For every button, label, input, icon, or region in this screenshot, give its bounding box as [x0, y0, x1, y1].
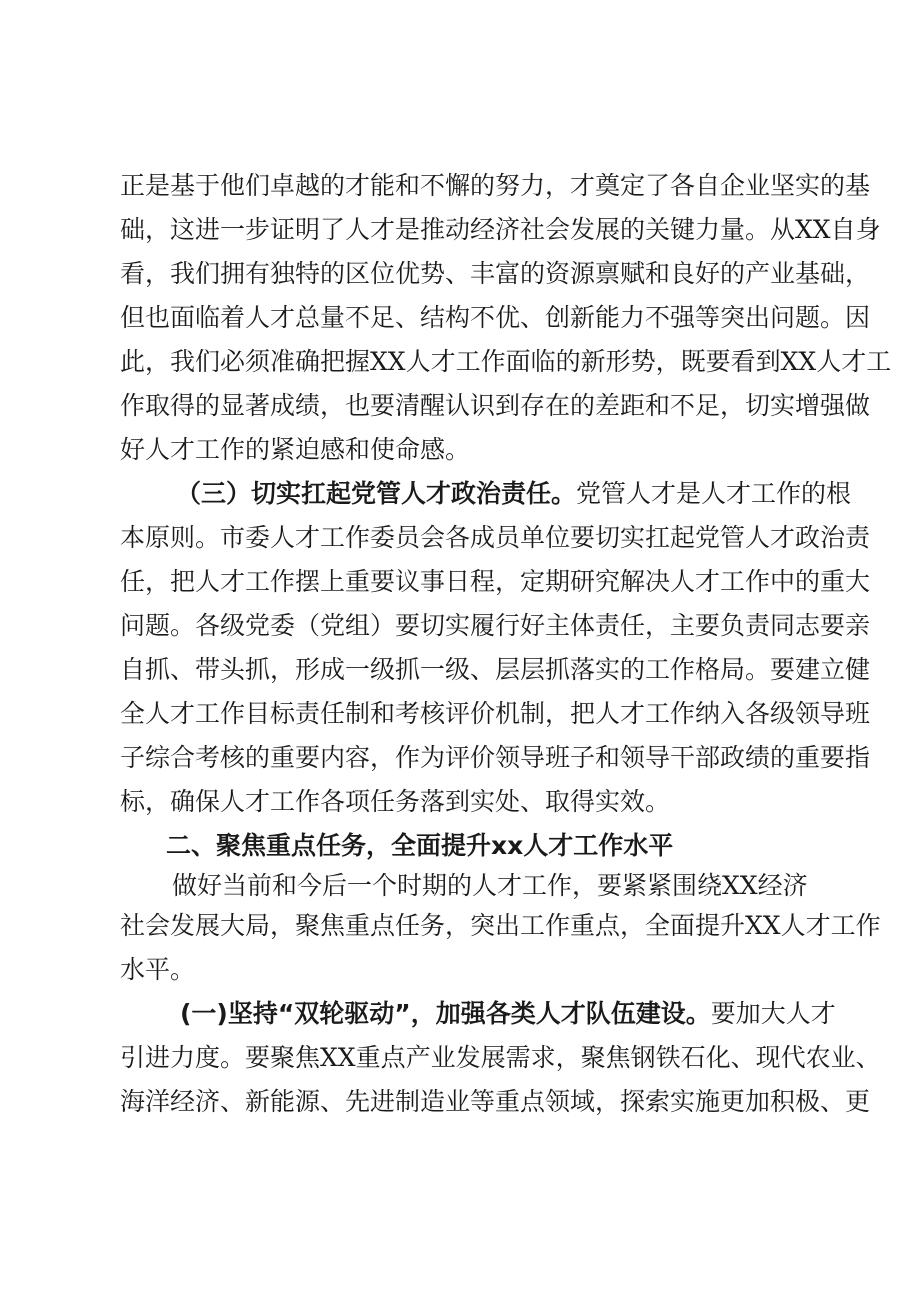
paragraph-line: 做好当前和今后一个时期的人才工作，要紧紧围绕XX经济 [172, 871, 808, 900]
paragraph-first-line [176, 476, 851, 512]
paragraph-line: 水平。 [120, 955, 196, 984]
paragraph-line: 社会发展大局，聚焦重点任务，突出工作重点，全面提升XX人才工作 [120, 911, 881, 940]
paragraph-first-line [180, 996, 836, 1032]
paragraph-line: 海洋经济、新能源、先进制造业等重点领域，探索实施更加积极、更 [120, 1087, 871, 1116]
paragraph-line: 标，确保人才工作各项任务落到实处、取得实效。 [120, 787, 671, 816]
paragraph-line: 引进力度。要聚焦XX重点产业发展需求，聚焦钢铁石化、现代农业、 [120, 1043, 881, 1072]
paragraph-line: 此，我们必须准确把握XX人才工作面临的新形势，既要看到XX人才工 [120, 347, 892, 376]
paragraph-line: 问题。各级党委（党组）要切实履行好主体责任，主要负责同志要亲 [120, 611, 871, 640]
paragraph-text: 要加大人才 [710, 999, 836, 1028]
section-heading: 二、聚焦重点任务，全面提升xx人才工作水平 [166, 831, 674, 860]
subheading: （三）切实扛起党管人才政治责任。 [176, 479, 577, 508]
paragraph-line: 全人才工作目标责任制和考核评价机制，把人才工作纳入各级领导班 [120, 699, 871, 728]
paragraph-line: 看，我们拥有独特的区位优势、丰富的资源禀赋和良好的产业基础， [120, 259, 871, 288]
paragraph-line: 作取得的显著成绩，也要清醒认识到存在的差距和不足，切实增强做 [120, 391, 871, 420]
paragraph-line: 本原则。市委人才工作委员会各成员单位要切实扛起党管人才政治责 [120, 523, 871, 552]
subheading: (一)坚持“双轮驱动”，加强各类人才队伍建设。 [180, 999, 711, 1028]
paragraph-line: 自抓、带头抓，形成一级抓一级、层层抓落实的工作格局。要建立健 [120, 655, 871, 684]
paragraph-line: 好人才工作的紧迫感和使命感。 [120, 435, 471, 464]
paragraph-text: 党管人才是人才工作的根 [576, 479, 852, 508]
paragraph-line: 任，把人才工作摆上重要议事日程，定期研究解决人才工作中的重大 [120, 567, 871, 596]
paragraph-line: 正是基于他们卓越的才能和不懈的努力，才奠定了各自企业坚实的基 [120, 171, 871, 200]
paragraph-line: 础，这进一步证明了人才是推动经济社会发展的关键力量。从XX自身 [120, 215, 881, 244]
paragraph-line: 子综合考核的重要内容，作为评价领导班子和领导干部政绩的重要指 [120, 743, 871, 772]
paragraph-line: 但也面临着人才总量不足、结构不优、创新能力不强等突出问题。因 [120, 303, 871, 332]
